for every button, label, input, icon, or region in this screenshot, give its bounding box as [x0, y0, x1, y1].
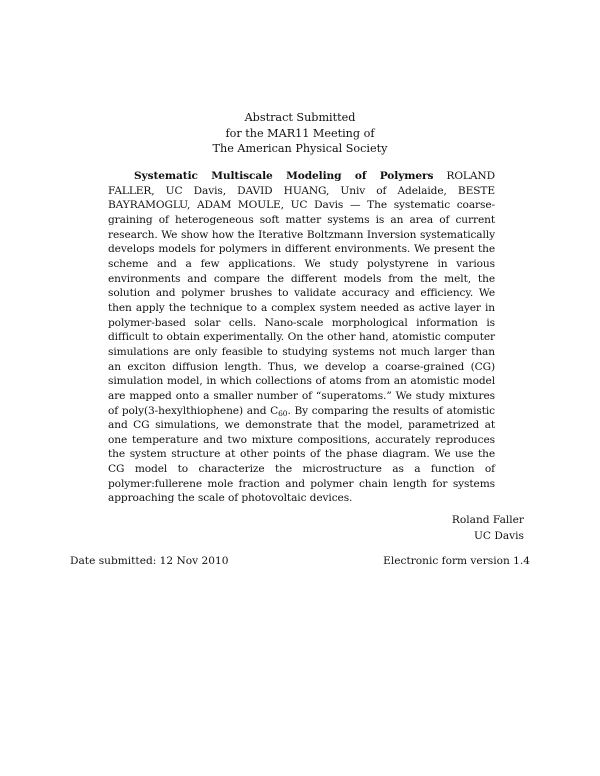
- abstract-subscript: 60: [278, 408, 288, 418]
- signature-name: Roland Faller: [451, 514, 524, 526]
- abstract-authors: ROLAND FALLER, UC Davis, DAVID HUANG, Univ of Adelaide, BESTE BAYRAMOGLU, ADAM MOULE, UC Davis: [108, 170, 495, 212]
- signature-block: [452, 513, 524, 544]
- date-submitted: Date submitted: 12 Nov 2010: [70, 555, 229, 567]
- signature-affiliation: UC Davis: [473, 529, 524, 542]
- form-version: Electronic form version 1.4: [383, 555, 530, 567]
- abstract-title: Systematic Multiscale Modeling of Polymers: [134, 170, 434, 182]
- header-line-society: The American Physical Society: [212, 142, 388, 155]
- author-separator: —: [349, 199, 361, 212]
- header-line-meeting: for the MAR11 Meeting of: [225, 126, 375, 140]
- abstract-text-part1: The systematic coarse-graining of heterogeneous soft matter systems is an area of current research. We show how the Iterative Boltzmann Inversion systematically develops models for polymers in different environments. We present the scheme and a few applications. We study polystyrene in various environments and compare the different models from the melt, the solution and polymer brushes to validate accuracy and efficiency. We then apply the technique to a complex system needed as active layer in polymer-based solar cells. Nano-scale morphological information is difficult to obtain experimentally. On the other hand, atomistic computer simulations are only feasible to studying systems not much larger than an exciton diffusion length. Thus, we develop a coarse-grained (CG) simulation model, in which collections of atoms from an atomistic model are mapped onto a smaller number of “superatoms.” We study mixtures of poly(3-hexylthiophene) and C: [108, 199, 495, 417]
- document-header: [0, 110, 600, 157]
- abstract-body: [108, 169, 495, 506]
- header-line-abstract-submitted: Abstract Submitted: [244, 111, 356, 124]
- abstract-text-part2: . By comparing the results of atomistic and CG simulations, we demonstrate that the model, parametrized at one temperature and two mixture compositions, accurately reproduces the system structure at other points of the phase diagram. We use the CG model to characterize the microstructure as a function of polymer:fullerene mole fraction and polymer chain length for systems approaching the scale of photovoltaic devices.: [108, 404, 495, 505]
